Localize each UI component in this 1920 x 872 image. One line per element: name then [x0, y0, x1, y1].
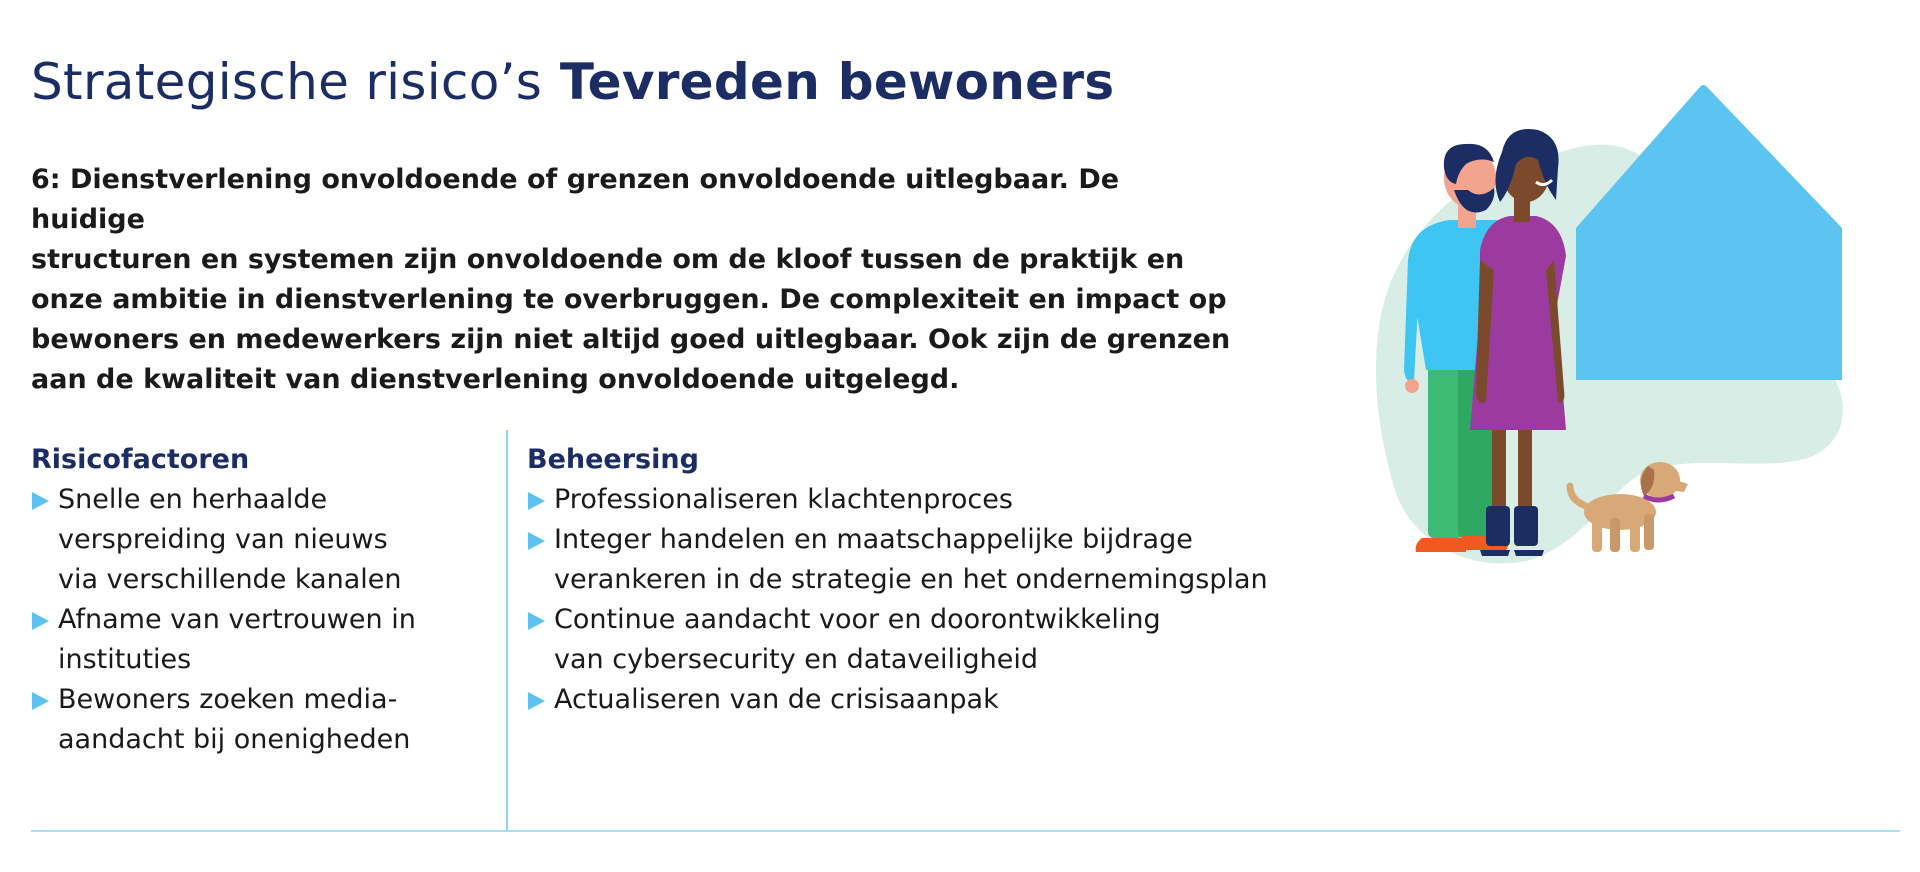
list-item [31, 680, 491, 760]
triangle-right-icon [32, 612, 49, 630]
risk-factors-heading: Risicofactoren [31, 444, 250, 475]
list-item-text: Snelle en herhaalde verspreiding van nieuws via verschillende kanalen [58, 484, 402, 595]
triangle-right-icon [528, 492, 545, 510]
list-item-text: Afname van vertrouwen in instituties [58, 604, 416, 675]
control-section [527, 440, 1287, 720]
triangle-right-icon [528, 532, 545, 550]
list-item [527, 480, 1287, 520]
risk-factors-list [31, 480, 491, 760]
list-item [527, 520, 1287, 600]
list-item-text: Integer handelen en maatschappelijke bijdrage verankeren in de strategie en het ondernemingsplan [554, 524, 1268, 595]
triangle-right-icon [528, 612, 545, 630]
bottom-divider [31, 830, 1900, 832]
list-item [31, 600, 491, 680]
triangle-right-icon [32, 492, 49, 510]
risk-description: 6: Dienstverlening onvoldoende of grenzen onvoldoende uitlegbaar. De huidige structuren en systemen zijn onvoldoende om de kloof tussen de praktijk en onze ambitie in dienstverlening te overbruggen. De complexiteit en impact op bewoners en medewerkers zijn niet altijd goed uitlegbaar. Ook zijn de grenzen aan de kwaliteit van dienstverlening onvoldoende uitgelegd. [31, 164, 1231, 395]
house-shape [1576, 85, 1842, 380]
list-item-text: Bewoners zoeken media- aandacht bij onenigheden [58, 684, 411, 755]
triangle-right-icon [528, 692, 545, 710]
list-item [31, 480, 491, 600]
people-house-dog-illustration [1330, 60, 1890, 580]
list-item [527, 680, 1287, 720]
risk-factors-section [31, 440, 491, 760]
list-item-text: Professionaliseren klachtenproces [554, 484, 1013, 515]
list-item [527, 600, 1287, 680]
control-list [527, 480, 1287, 720]
control-heading: Beheersing [527, 444, 699, 475]
title-prefix: Strategische risico’s [31, 53, 543, 111]
title-topic: Tevreden bewoners [559, 53, 1115, 111]
list-item-text: Continue aandacht voor en doorontwikkeling van cybersecurity en dataveiligheid [554, 604, 1161, 675]
triangle-right-icon [32, 692, 49, 710]
list-item-text: Actualiseren van de crisisaanpak [554, 684, 999, 715]
column-divider [506, 430, 508, 830]
page-title [31, 52, 1114, 112]
